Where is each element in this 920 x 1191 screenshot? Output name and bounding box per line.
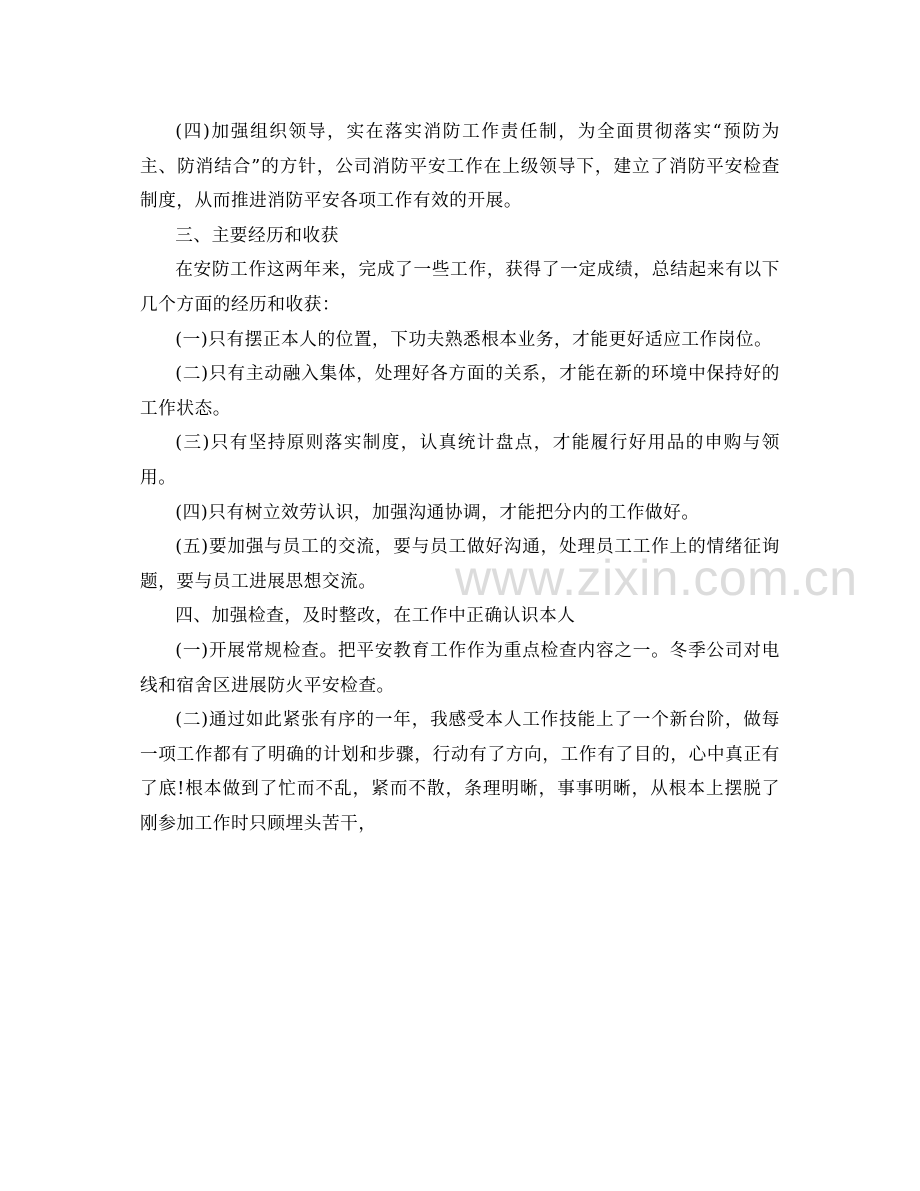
paragraph-experience-1: (一)只有摆正本人的位置，下功夫熟悉根本业务，才能更好适应工作岗位。 xyxy=(175,329,773,350)
paragraph-experience-5: (五)要加强与员工的交流，要与员工做好沟通，处理员工工作上的情绪征询题，要与员工进展思想交流。 xyxy=(140,537,780,592)
paragraph-inspection-1: (一)开展常规检查。把平安教育工作作为重点检查内容之一。冬季公司对电线和宿舍区进展防火平安检查。 xyxy=(140,640,780,696)
paragraph-fire-safety-leadership: (四)加强组织领导，实在落实消防工作责任制，为全面贯彻落实“预防为主、防消结合”的方针，公司消防平安工作在上级领导下，建立了消防平安检查制度，从而推进消防平安各项工作有效的开展。 xyxy=(140,122,780,212)
document-body xyxy=(140,115,780,841)
heading-inspection: 四、加强检查，及时整改，在工作中正确认识本人 xyxy=(175,606,576,627)
paragraph-experience-4: (四)只有树立效劳认识，加强沟通协调，才能把分内的工作做好。 xyxy=(175,502,700,523)
paragraph-experience-2: (二)只有主动融入集体，处理好各方面的关系，才能在新的环境中保持好的工作状态。 xyxy=(140,364,780,419)
heading-main-experience: 三、主要经历和收获 xyxy=(175,225,339,246)
watermark: www.zixin.com.cn xyxy=(455,550,858,606)
paragraph-experience-intro: 在安防工作这两年来，完成了一些工作，获得了一定成绩，总结起来有以下几个方面的经历和收获： xyxy=(140,260,780,315)
paragraph-experience-3: (三)只有坚持原则落实制度，认真统计盘点，才能履行好用品的申购与领用。 xyxy=(140,433,780,488)
paragraph-inspection-2: (二)通过如此紧张有序的一年，我感受本人工作技能上了一个新台阶，做每一项工作都有了明确的计划和步骤，行动有了方向，工作有了目的，心中真正有了底!根本做到了忙而不乱，紧而不散，条理明晰，事事明晰，从根本上摆脱了刚参加工作时只顾埋头苦干， xyxy=(140,710,780,834)
